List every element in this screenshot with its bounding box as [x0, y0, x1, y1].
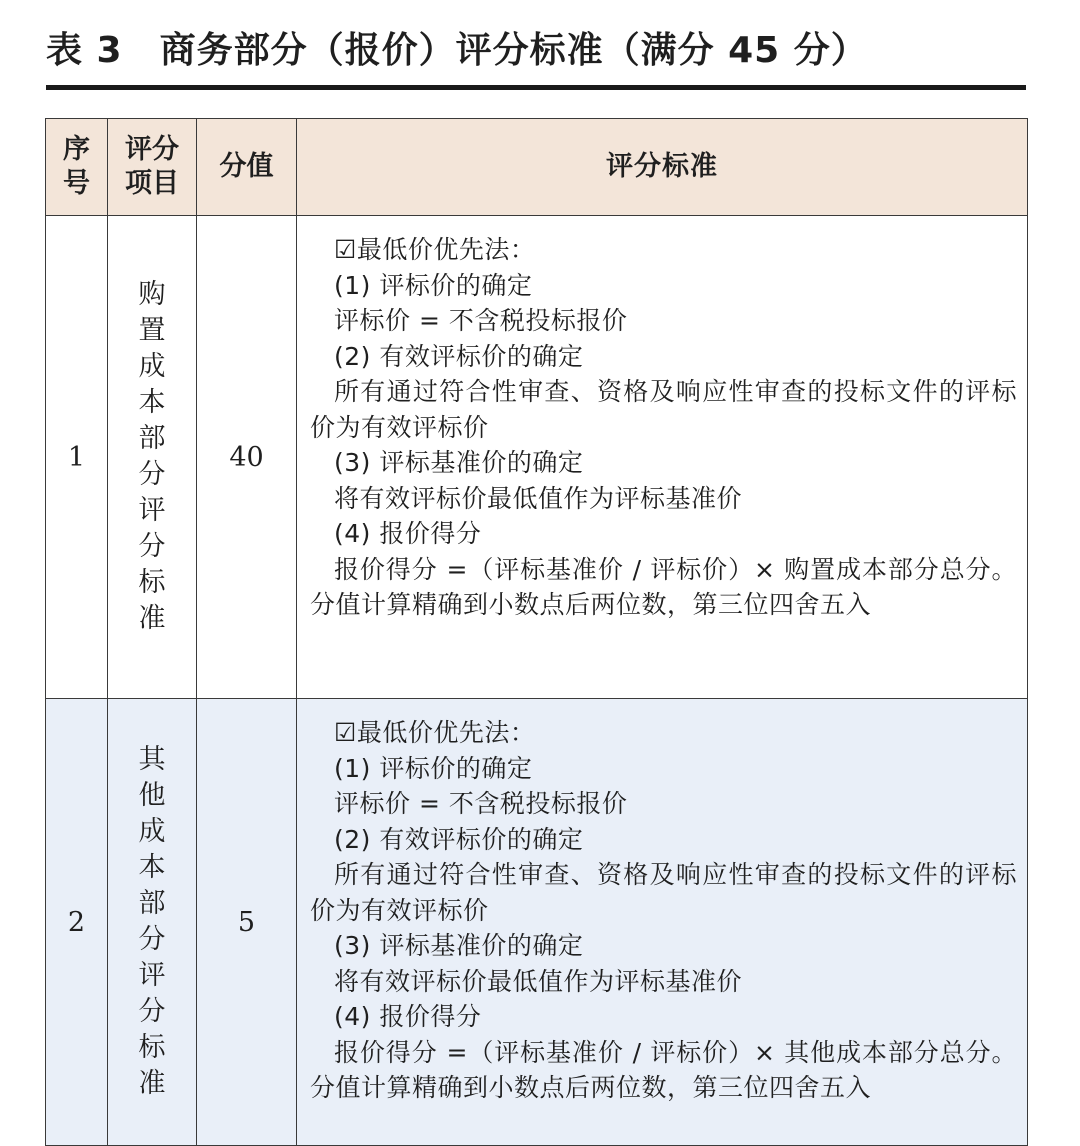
criteria-step2-title: (2) 有效评标价的确定	[334, 824, 584, 854]
scoring-table	[45, 118, 1028, 1146]
criteria-step1-title: (1) 评标价的确定	[334, 753, 533, 783]
criteria-step4-text: 报价得分 =（评标基准价 / 评标价）× 购置成本部分总分。分值计算精确到小数点后两位数，第三位四舍五入	[310, 554, 1017, 619]
row-criteria	[297, 216, 1028, 699]
criteria-step1-title: (1) 评标价的确定	[334, 270, 533, 300]
criteria-step3-title: (3) 评标基准价的确定	[334, 931, 584, 960]
row-item: 其他成本部分评分标准	[108, 699, 197, 1146]
criteria-step3-text: 将有效评标价最低值作为评标基准价	[334, 966, 743, 996]
table-row	[46, 216, 1028, 699]
row-seq: 2	[46, 699, 108, 1146]
header-row	[46, 119, 1028, 216]
header-criteria: 评分标准	[297, 119, 1028, 216]
header-seq: 序号	[46, 119, 108, 216]
table-row	[46, 699, 1028, 1146]
criteria-step4-title: (4) 报价得分	[334, 519, 482, 548]
criteria-step1-text: 评标价 = 不含税投标报价	[334, 306, 628, 335]
row-score: 5	[197, 699, 297, 1146]
header-item: 评分项目	[108, 119, 197, 216]
criteria-step4-title: (4) 报价得分	[334, 1002, 482, 1031]
row-item: 购置成本部分评分标准	[108, 216, 197, 699]
criteria-step2-text: 所有通过符合性审查、资格及响应性审查的投标文件的评标价为有效评标价	[310, 377, 1017, 442]
criteria-step1-text: 评标价 = 不含税投标报价	[334, 789, 628, 818]
criteria-method: ☑最低价优先法：	[334, 235, 536, 264]
table-title: 表 3 商务部分（报价）评分标准（满分 45 分）	[46, 30, 868, 71]
header-score: 分值	[197, 119, 297, 216]
title-rule	[46, 85, 1026, 90]
criteria-step3-text: 将有效评标价最低值作为评标基准价	[334, 483, 743, 513]
row-criteria	[297, 699, 1028, 1146]
criteria-step4-text: 报价得分 =（评标基准价 / 评标价）× 其他成本部分总分。分值计算精确到小数点后两位数，第三位四舍五入	[310, 1037, 1017, 1102]
criteria-method: ☑最低价优先法：	[334, 718, 536, 747]
criteria-step2-title: (2) 有效评标价的确定	[334, 341, 584, 371]
row-score: 40	[197, 216, 297, 699]
criteria-step3-title: (3) 评标基准价的确定	[334, 448, 584, 477]
row-seq: 1	[46, 216, 108, 699]
criteria-step2-text: 所有通过符合性审查、资格及响应性审查的投标文件的评标价为有效评标价	[310, 860, 1017, 925]
